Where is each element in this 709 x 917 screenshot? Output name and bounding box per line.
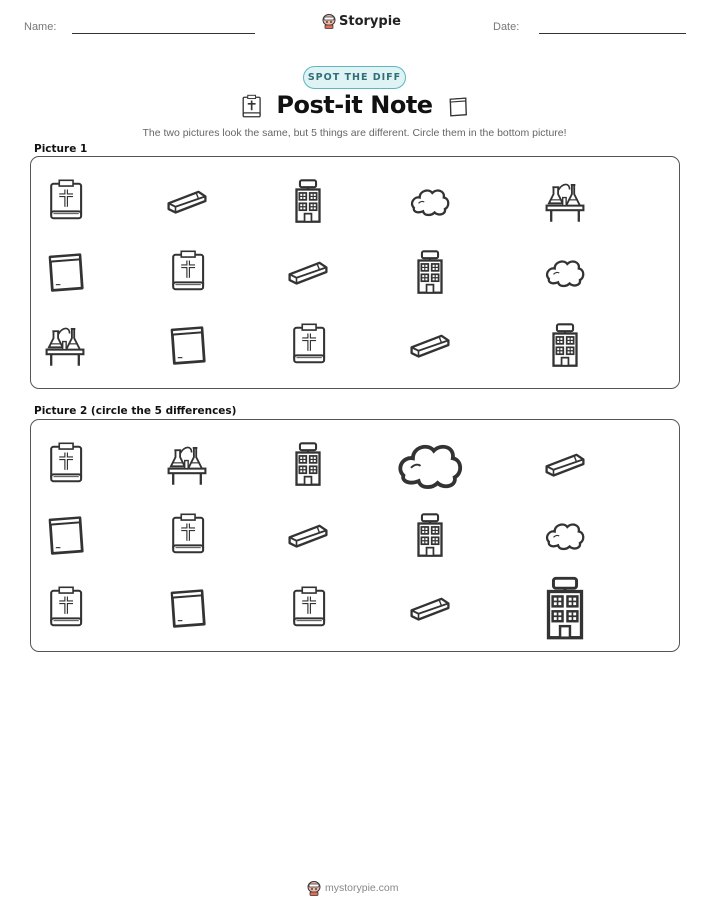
bible-icon: [285, 585, 331, 631]
notepad-item[interactable]: [164, 585, 210, 631]
blob-icon: [407, 178, 453, 224]
notepad-item: [164, 322, 210, 368]
building-item[interactable]: [407, 512, 453, 558]
brand-logo: [322, 13, 401, 29]
picture-1-panel: [30, 156, 680, 389]
eraser-item[interactable]: [285, 512, 331, 558]
notepad-title-icon: [447, 95, 469, 119]
bible-item: [164, 249, 210, 295]
lab-table-item[interactable]: [164, 441, 210, 487]
lab-table-item: [42, 322, 88, 368]
building-icon: [407, 249, 453, 295]
eraser-icon: [285, 512, 331, 558]
eraser-icon: [542, 441, 588, 487]
building-item: [285, 178, 331, 224]
blob-item[interactable]: [392, 426, 468, 502]
building-item[interactable]: [285, 441, 331, 487]
brand-name: Storypie: [339, 13, 401, 29]
eraser-item[interactable]: [407, 585, 453, 631]
notepad-icon: [164, 585, 210, 631]
bible-icon: [42, 585, 88, 631]
bible-icon: [285, 322, 331, 368]
notepad-icon: [42, 512, 88, 558]
building-icon: [285, 178, 331, 224]
bible-icon: [42, 441, 88, 487]
building-item[interactable]: [532, 575, 598, 641]
footer: [307, 880, 399, 896]
blob-icon: [542, 249, 588, 295]
notepad-item: [42, 249, 88, 295]
eraser-item: [285, 249, 331, 295]
eraser-item: [407, 322, 453, 368]
name-line[interactable]: [72, 33, 255, 34]
instructions: The two pictures look the same, but 5 things are different. Circle them in the bottom picture!: [142, 127, 567, 139]
lab-table-icon: [42, 322, 88, 368]
building-icon: [542, 322, 588, 368]
building-icon: [407, 512, 453, 558]
lab-table-icon: [542, 178, 588, 224]
bible-icon: [42, 178, 88, 224]
bible-item: [285, 322, 331, 368]
name-label: Name:: [24, 21, 57, 33]
blob-icon: [542, 512, 588, 558]
notepad-item[interactable]: [42, 512, 88, 558]
eraser-icon: [164, 178, 210, 224]
eraser-item[interactable]: [542, 441, 588, 487]
bible-item[interactable]: [42, 441, 88, 487]
bible-icon: [164, 249, 210, 295]
lab-table-icon: [164, 441, 210, 487]
bible-item[interactable]: [42, 585, 88, 631]
eraser-icon: [285, 249, 331, 295]
storypie-mascot-icon: [307, 880, 321, 896]
blob-item: [542, 249, 588, 295]
date-label: Date:: [493, 21, 520, 33]
building-icon: [285, 441, 331, 487]
eraser-icon: [407, 322, 453, 368]
building-icon: [532, 575, 598, 641]
eraser-item: [164, 178, 210, 224]
blob-item[interactable]: [542, 512, 588, 558]
picture-1-label: Picture 1: [34, 143, 88, 155]
bible-item[interactable]: [285, 585, 331, 631]
notepad-icon: [42, 249, 88, 295]
bible-icon: [164, 512, 210, 558]
blob-item: [407, 178, 453, 224]
picture-2-panel[interactable]: [30, 419, 680, 652]
lab-table-item: [542, 178, 588, 224]
eraser-icon: [407, 585, 453, 631]
page-title: Post-it Note: [276, 91, 433, 119]
footer-url: mystorypie.com: [325, 882, 399, 894]
date-line[interactable]: [539, 33, 686, 34]
bible-item: [42, 178, 88, 224]
building-item: [407, 249, 453, 295]
picture-2-label: Picture 2 (circle the 5 differences): [34, 405, 237, 417]
bible-item[interactable]: [164, 512, 210, 558]
spot-the-diff-badge: SPOT THE DIFF: [303, 66, 406, 89]
notepad-icon: [164, 322, 210, 368]
blob-icon: [392, 426, 468, 502]
storypie-mascot-icon: [322, 13, 336, 29]
building-item: [542, 322, 588, 368]
